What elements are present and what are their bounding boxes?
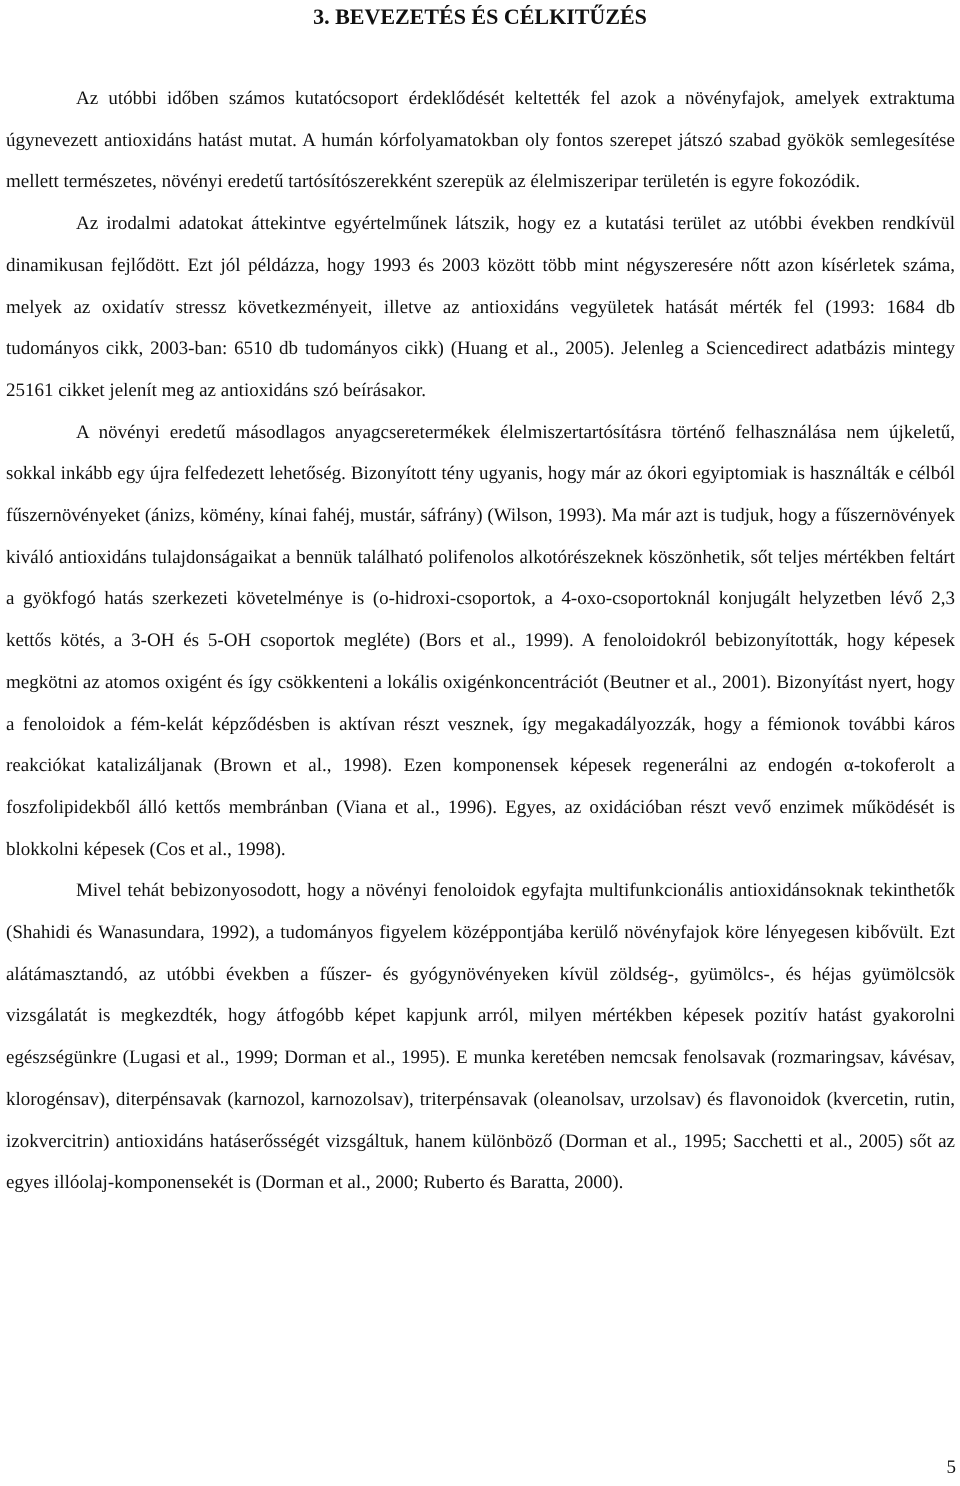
paragraph-aims: Mivel tehát bebizonyosodott, hogy a növényi fenoloidok egyfajta multifunkcionális antioxidánsoknak tekinthetők (Shahidi és Wanasundara, 1992), a tudományos figyelem középpontjába kerülő növényfajok köre lényegesen kibővült. Ezt alátámasztandó, az utóbbi években a fűszer- és gyógynövényeken kívül zöldség-, gyümölcs-, és héjas gyümölcsök vizsgálatát is megkezdték, hogy átfogóbb képet kapjunk arról, milyen mértékben képesek pozitív hatást gyakorolni egészségünkre (Lugasi et al., 1999; Dorman et al., 1995). E munka keretében nemcsak fenolsavak (rozmaringsav, kávésav, klorogénsav), diterpénsavak (karnozol, karnozolsav), triterpénsavak (oleanolsav, urzolsav) és flavonoidok (kvercetin, rutin, izokvercitrin) antioxidáns hatáserősségét vizsgáltuk, hanem különböző (Dorman et al., 1995; Sacchetti et al., 2005) sőt az egyes illóolaj-komponensekét is (Dorman et al., 2000; Ruberto és Baratta, 2000). xyxy=(6,880,955,1194)
paragraph-intro: Az utóbbi időben számos kutatócsoport érdeklődését keltették fel azok a növényfajok, amelyek extraktuma úgynevezett antioxidáns hatást mutat. A humán kórfolyamatokban oly fontos szerepet játszó szabad gyökök semlegesítése mellett természetes, növényi eredetű tartósítószerekként szerepük az élelmiszeripar területén is egyre fokozódik. xyxy=(6,88,955,193)
paragraph-plant-metabolites: A növényi eredetű másodlagos anyagcseretermékek élelmiszertartósításra történő felhasználása nem újkeletű, sokkal inkább egy újra felfedezett lehetőség. Bizonyított tény ugyanis, hogy már az ókori egyiptomiak is használták e célból fűszernövényeket (ánizs, kömény, kínai fahéj, mustár, sáfrány) (Wilson, 1993). Ma már azt is tudjuk, hogy a fűszernövények kiváló antioxidáns tulajdonságaikat a bennük található polifenolos alkotórészeknek köszönhetik, sőt teljes mértékben feltárt a gyökfogó hatás szerkezeti követelménye is (o-hidroxi-csoportok, a 4-oxo-csoportoknál konjugált helyzetben lévő 2,3 kettős kötés, a 3-OH és 5-OH csoportok megléte) (Bors et al., 1999). A fenoloidokról bebizonyították, hogy képesek megkötni az atomos oxigént és így csökkenteni a lokális oxigénkoncentrációt (Beutner et al., 2001). Bizonyítást nyert, hogy a fenoloidok a fém-kelát képződésben is aktívan részt vesznek, így megakadályozzák, hogy a fémionok további káros reakciókat katalizáljanak (Brown et al., 1998). Ezen komponensek képesek regenerálni az endogén α-tokoferolt a foszfolipidekből álló kettős membránban (Viana et al., 1996). Egyes, az oxidációban részt vevő enzimek működését is blokkolni képesek (Cos et al., 1998). xyxy=(6,421,955,860)
body-text xyxy=(6,78,955,1204)
paragraph-literature: Az irodalmi adatokat áttekintve egyértelműnek látszik, hogy ez a kutatási terület az utóbbi években rendkívül dinamikusan fejlődött. Ezt jól példázza, hogy 1993 és 2003 között több mint négyszeresére nőtt azon kísérletek száma, melyek az oxidatív stressz következményeit, illetve az antioxidáns vegyületek hatását mérték fel (1993: 1684 db tudományos cikk, 2003-ban: 6510 db tudományos cikk) (Huang et al., 2005). Jelenleg a Sciencedirect adatbázis mintegy 25161 cikket jelenít meg az antioxidáns szó beírásakor. xyxy=(6,213,955,401)
page-number: 5 xyxy=(946,1457,956,1478)
chapter-heading: 3. BEVEZETÉS ÉS CÉLKITŰZÉS xyxy=(313,4,647,29)
